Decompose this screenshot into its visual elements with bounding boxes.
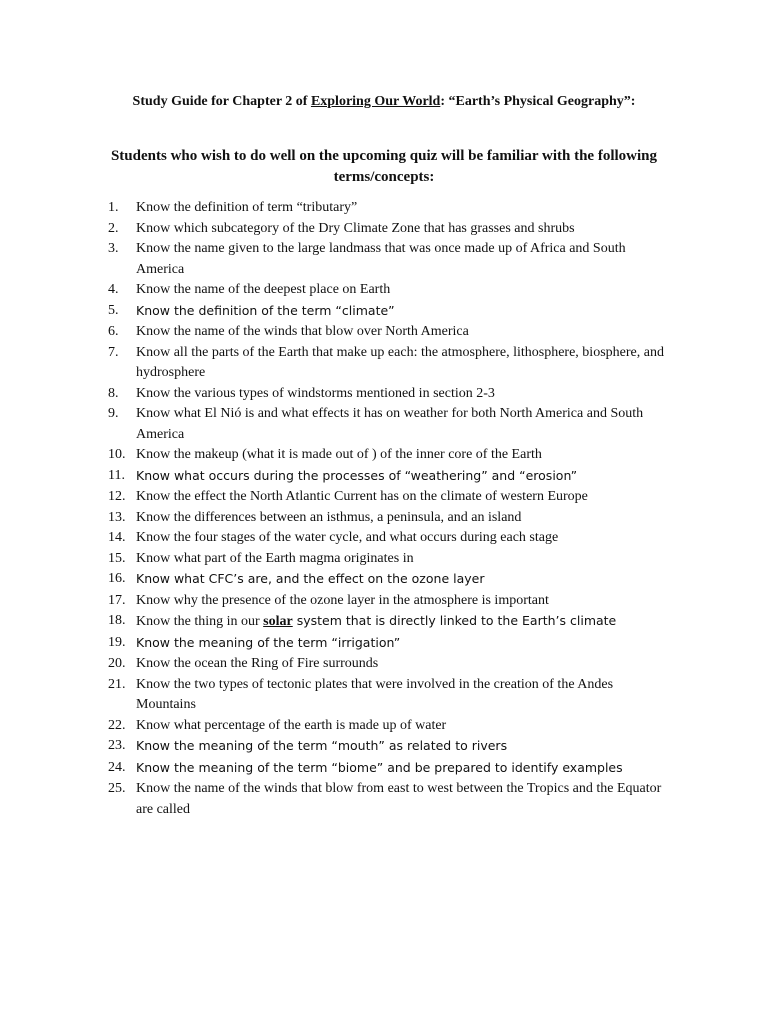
item-number: 25.	[108, 781, 126, 796]
list-item	[108, 591, 668, 612]
item-text: Know the ocean the Ring of Fire surrounds	[136, 656, 379, 671]
study-items-list	[108, 198, 668, 820]
list-item	[108, 343, 668, 384]
list-item	[108, 611, 668, 633]
item-text: Know the various types of windstorms mentioned in section 2-3	[136, 385, 495, 401]
list-item	[108, 322, 668, 343]
title-book-name: Exploring Our World	[310, 94, 441, 109]
item-number: 20.	[108, 656, 126, 671]
item-number: 21.	[108, 676, 126, 692]
item-number: 19.	[108, 634, 126, 650]
item-text: Know the name of the winds that blow over North America	[136, 324, 469, 339]
item-number: 9.	[108, 406, 119, 421]
list-item	[108, 736, 668, 758]
list-item	[108, 508, 668, 529]
item-text: Know the meaning of the term “irrigation”	[136, 634, 401, 650]
document-subtitle: Students who wish to do well on the upcoming quiz will be familiar with the following terms/concepts:	[110, 148, 658, 185]
item-text: Know the differences between an isthmus, a peninsula, and an island	[136, 509, 522, 525]
item-number: 1.	[108, 200, 119, 215]
item-text: Know what part of the Earth magma originates in	[136, 550, 414, 566]
list-item	[108, 569, 668, 591]
item-text-after: system that is directly linked to the Earth’s climate	[292, 613, 617, 628]
item-text: Know the name of the deepest place on Earth	[136, 282, 391, 297]
item-number: 8.	[108, 385, 119, 401]
item-number: 12.	[108, 489, 126, 504]
list-item	[108, 549, 668, 570]
list-item	[108, 404, 668, 445]
item-number: 14.	[108, 530, 126, 545]
list-item	[108, 675, 668, 716]
title-suffix: : “Earth’s Physical Geography”:	[440, 94, 636, 109]
list-item	[108, 198, 668, 219]
item-text-emphasis: solar	[263, 614, 293, 629]
title-prefix: Study Guide for Chapter 2 of	[132, 94, 311, 109]
item-text: Know the makeup (what it is made out of ) of the inner core of the Earth	[136, 447, 542, 462]
item-text: Know the name of the winds that blow from east to west between the Tropics and the Equator are called	[136, 781, 662, 817]
list-item	[108, 445, 668, 466]
item-text: Know all the parts of the Earth that make up each: the atmosphere, lithosphere, biosphere, and hydrosphere	[136, 344, 664, 380]
list-item	[108, 384, 668, 405]
list-item	[108, 758, 668, 780]
item-number: 17.	[108, 592, 126, 608]
list-item	[108, 301, 668, 323]
item-text: Know the definition of the term “climate”	[136, 302, 395, 318]
item-number: 11.	[108, 467, 125, 483]
item-text: Know what El Nió is and what effects it has on weather for both North America and South America	[136, 406, 644, 442]
item-number: 13.	[108, 509, 126, 525]
item-number: 23.	[108, 738, 126, 753]
list-item	[108, 239, 668, 280]
item-number: 15.	[108, 550, 126, 566]
item-text: Know what occurs during the processes of “weathering” and “erosion”	[136, 467, 578, 483]
item-text: Know which subcategory of the Dry Climate Zone that has grasses and shrubs	[136, 220, 575, 236]
item-number: 4.	[108, 282, 119, 297]
item-number: 2.	[108, 220, 119, 236]
list-item	[108, 219, 668, 240]
list-item	[108, 280, 668, 301]
list-item	[108, 716, 668, 737]
item-number: 6.	[108, 324, 119, 339]
item-text: Know the four stages of the water cycle, and what occurs during each stage	[136, 530, 559, 545]
item-text: Know the meaning of the term “mouth” as related to rivers	[136, 738, 508, 753]
item-text: Know why the presence of the ozone layer in the atmosphere is important	[136, 592, 549, 608]
list-item	[108, 779, 668, 820]
item-number: 16.	[108, 571, 126, 586]
item-text: Know the two types of tectonic plates that were involved in the creation of the Andes Mountains	[136, 676, 614, 712]
item-text: Know what percentage of the earth is made up of water	[136, 717, 447, 733]
item-number: 7.	[108, 344, 119, 360]
list-item	[108, 487, 668, 508]
item-text-before: Know the thing in our	[136, 614, 264, 629]
item-number: 3.	[108, 241, 119, 256]
list-item	[108, 528, 668, 549]
item-number: 10.	[108, 447, 126, 462]
list-item	[108, 654, 668, 675]
list-item	[108, 633, 668, 655]
item-text: Know the name given to the large landmass that was once made up of Africa and South America	[136, 241, 626, 277]
item-text: Know what CFC’s are, and the effect on the ozone layer	[136, 571, 485, 586]
item-number: 22.	[108, 717, 126, 733]
item-text: Know the meaning of the term “biome” and be prepared to identify examples	[136, 759, 623, 775]
item-text: Know the effect the North Atlantic Current has on the climate of western Europe	[136, 489, 588, 504]
item-number: 18.	[108, 613, 126, 628]
list-item	[108, 466, 668, 488]
item-number: 5.	[108, 302, 119, 318]
item-text: Know the definition of term “tributary”	[136, 200, 358, 215]
document-title	[0, 92, 768, 112]
item-number: 24.	[108, 759, 126, 775]
